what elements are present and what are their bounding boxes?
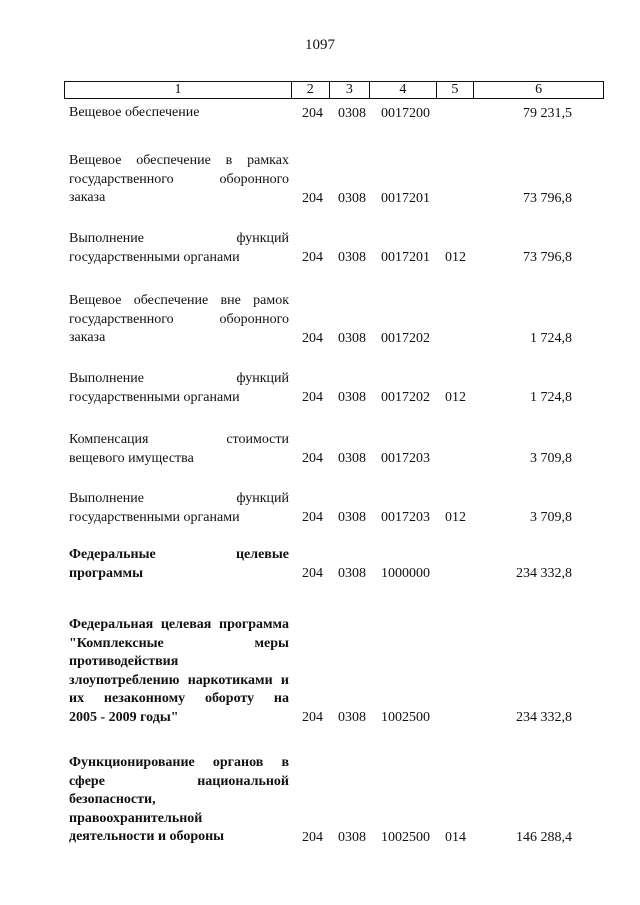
- table-row: [64, 431, 604, 468]
- cell-col-3: 0308: [338, 830, 366, 845]
- row-name-line: правоохранительной: [69, 810, 203, 826]
- cell-col-4: 0017203: [381, 451, 430, 466]
- cell-col-6: 234 332,8: [516, 710, 572, 725]
- header-col-2: 2: [291, 82, 329, 98]
- row-name-line: государственными органами: [69, 509, 240, 525]
- table-row: [64, 370, 604, 407]
- cell-col-3: 0308: [338, 390, 366, 405]
- row-name-line: сфере национальной: [69, 773, 289, 789]
- row-name-line: Вещевое обеспечение: [69, 105, 200, 120]
- cell-col-6: 73 796,8: [523, 191, 572, 206]
- cell-col-3: 0308: [338, 451, 366, 466]
- table-row: [64, 152, 604, 208]
- row-name-line: Вещевое обеспечение вне рамок: [69, 293, 289, 308]
- row-name-line: Выполнение функций: [69, 371, 289, 386]
- row-name-line: государственного оборонного: [69, 171, 289, 187]
- cell-col-2: 204: [302, 191, 323, 206]
- cell-col-4: 0017201: [381, 250, 430, 265]
- cell-col-6: 1 724,8: [530, 331, 572, 346]
- cell-col-2: 204: [302, 710, 323, 725]
- table-row: [64, 490, 604, 527]
- cell-col-6: 1 724,8: [530, 390, 572, 405]
- row-name-line: противодействия: [69, 654, 179, 669]
- cell-col-6: 146 288,4: [516, 830, 572, 845]
- header-col-1: 1: [174, 82, 182, 97]
- cell-col-2: 204: [302, 106, 323, 121]
- cell-col-4: 0017202: [381, 331, 430, 346]
- row-name-line: Федеральная целевая программа: [69, 617, 289, 632]
- row-name-line: безопасности,: [69, 792, 156, 807]
- cell-col-6: 234 332,8: [516, 566, 572, 581]
- row-name-line: заказа: [69, 190, 106, 205]
- row-name-line: вещевого имущества: [69, 450, 194, 466]
- cell-col-2: 204: [302, 331, 323, 346]
- row-name-line: 2005 - 2009 годы": [69, 709, 179, 725]
- row-name-line: Вещевое обеспечение в рамках: [69, 153, 289, 168]
- table-row: [64, 616, 604, 727]
- row-name-line: Функционирование органов в: [69, 755, 289, 770]
- cell-col-4: 1002500: [381, 830, 430, 845]
- table-row: [64, 104, 604, 123]
- row-name-line: государственного оборонного: [69, 311, 289, 327]
- table-row: [64, 230, 604, 267]
- row-name-line: их незаконному обороту на: [69, 691, 289, 706]
- cell-col-4: 0017203: [381, 510, 430, 525]
- cell-col-5: 012: [445, 390, 466, 405]
- row-name-line: государственными органами: [69, 389, 240, 405]
- row-name-line: Выполнение функций: [69, 491, 289, 506]
- cell-col-3: 0308: [338, 106, 366, 121]
- row-name-line: деятельности и обороны: [69, 829, 225, 844]
- header-col-6: 6: [473, 82, 603, 98]
- row-name-line: Федеральные целевые: [69, 547, 289, 562]
- row-name-line: заказа: [69, 330, 106, 345]
- header-col-4: 4: [369, 82, 435, 98]
- cell-col-3: 0308: [338, 250, 366, 265]
- table-row: [64, 546, 604, 583]
- row-name-line: злоупотреблению наркотиками и: [69, 672, 289, 688]
- cell-col-3: 0308: [338, 331, 366, 346]
- cell-col-3: 0308: [338, 566, 366, 581]
- cell-col-2: 204: [302, 250, 323, 265]
- cell-col-3: 0308: [338, 191, 366, 206]
- cell-col-5: 012: [445, 250, 466, 265]
- table-header: [64, 81, 604, 99]
- cell-col-3: 0308: [338, 710, 366, 725]
- cell-col-6: 79 231,5: [523, 106, 572, 121]
- cell-col-6: 3 709,8: [530, 451, 572, 466]
- row-name-line: Выполнение функций: [69, 231, 289, 246]
- cell-col-5: 012: [445, 510, 466, 525]
- cell-col-6: 73 796,8: [523, 250, 572, 265]
- page-number: 1097: [305, 37, 335, 53]
- cell-col-4: 0017202: [381, 390, 430, 405]
- cell-col-5: 014: [445, 830, 466, 845]
- cell-col-2: 204: [302, 566, 323, 581]
- cell-col-2: 204: [302, 451, 323, 466]
- cell-col-4: 0017200: [381, 106, 430, 121]
- row-name-line: "Комплексные меры: [69, 635, 289, 651]
- cell-col-4: 1000000: [381, 566, 430, 581]
- row-name-line: Компенсация стоимости: [69, 432, 289, 447]
- row-name-line: государственными органами: [69, 249, 240, 265]
- cell-col-4: 1002500: [381, 710, 430, 725]
- header-col-3: 3: [329, 82, 370, 98]
- cell-col-6: 3 709,8: [530, 510, 572, 525]
- cell-col-3: 0308: [338, 510, 366, 525]
- cell-col-2: 204: [302, 510, 323, 525]
- cell-col-2: 204: [302, 830, 323, 845]
- cell-col-4: 0017201: [381, 191, 430, 206]
- table-row: [64, 292, 604, 348]
- header-col-5: 5: [436, 82, 474, 98]
- cell-col-2: 204: [302, 390, 323, 405]
- table-row: [64, 754, 604, 847]
- row-name-line: программы: [69, 565, 143, 581]
